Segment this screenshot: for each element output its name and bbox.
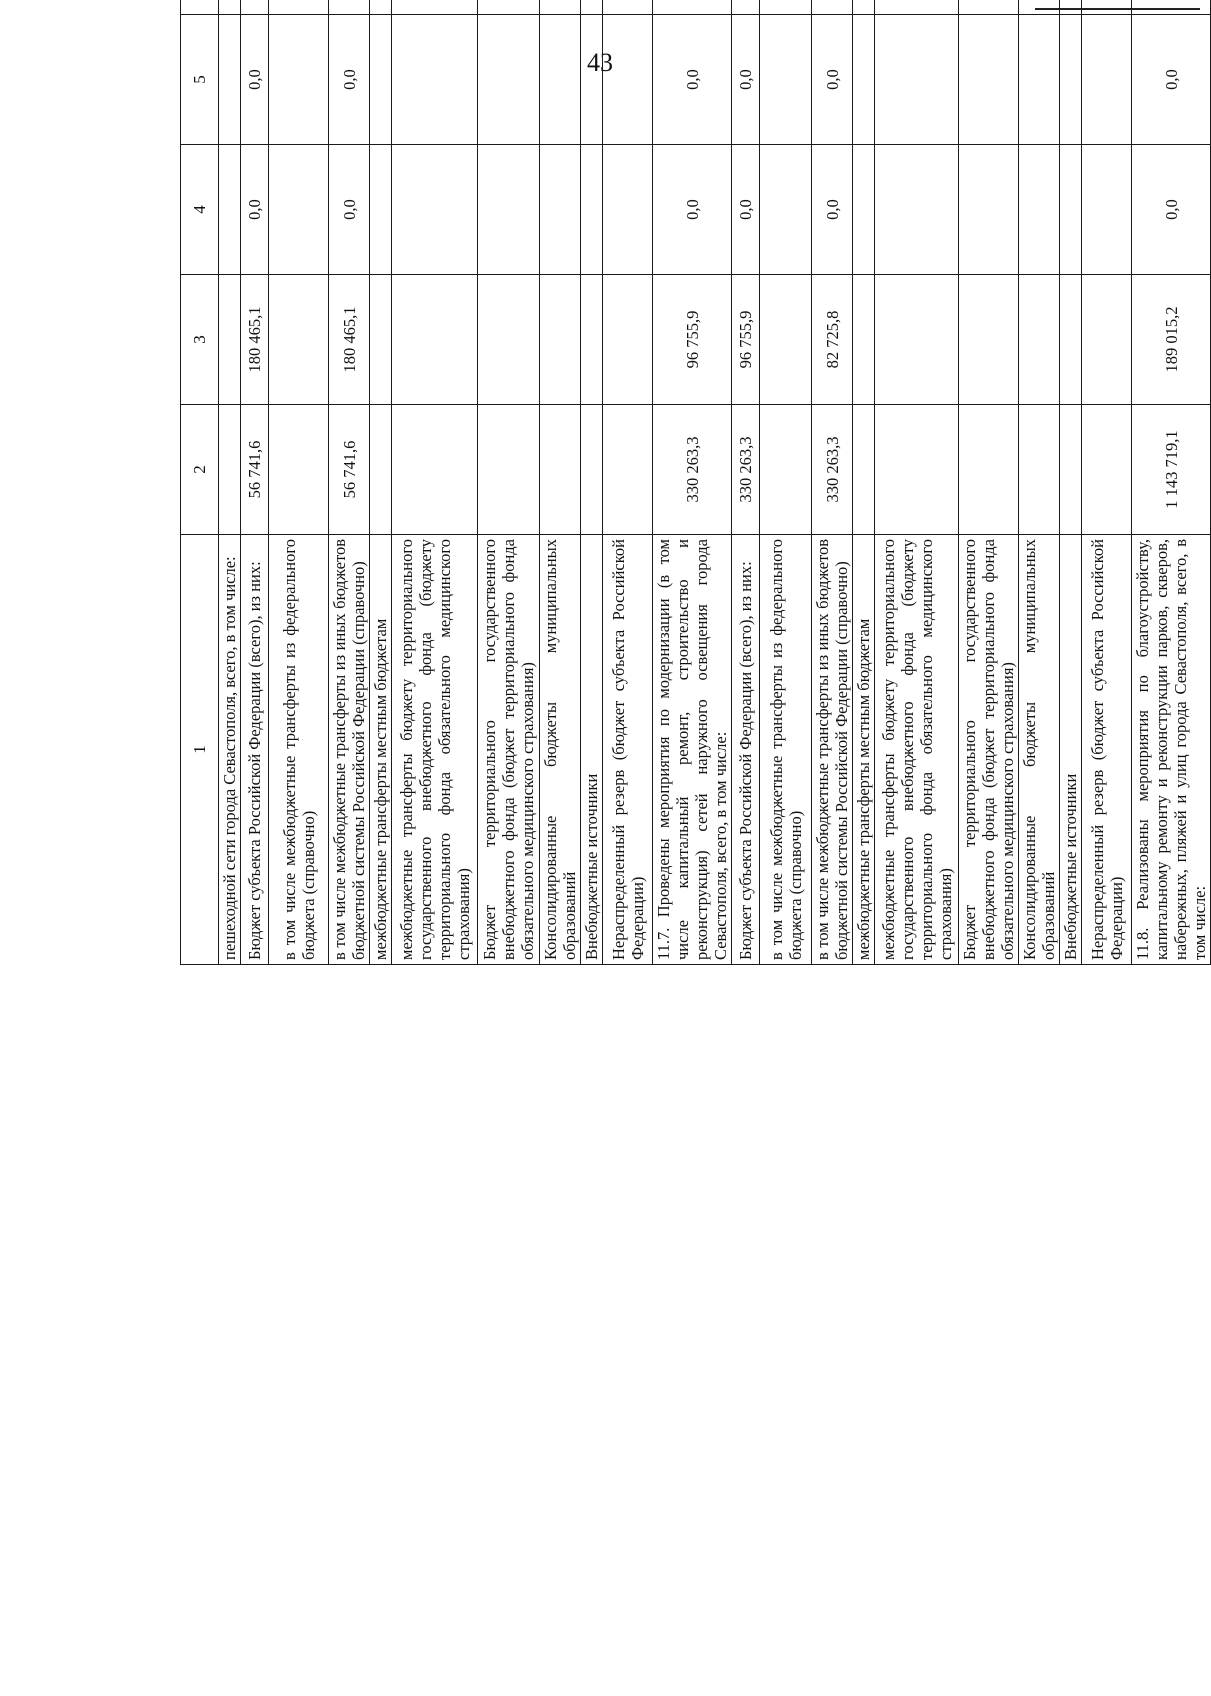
value-cell (1019, 275, 1060, 405)
value-cell (392, 15, 478, 145)
value-cell: 96 755,9 (653, 275, 732, 405)
value-cell: 82 725,8 (812, 275, 853, 405)
row-label: Бюджет территориального государственного внебюджетного фонда (бюджет территориального фонда обязательного медицинского страхования) (478, 535, 540, 965)
value-cell (760, 145, 812, 275)
table-frame (180, 69, 1209, 1650)
table-row (1060, 0, 1082, 965)
value-cell (1019, 145, 1060, 275)
value-cell (959, 145, 1019, 275)
value-cell: 0,0 (1132, 145, 1211, 275)
value-cell: 0,0 (812, 145, 853, 275)
table-row (603, 0, 653, 965)
row-label: Консолидированные бюджеты муниципальных образований (540, 535, 581, 965)
value-cell: 1 143 719,1 (1132, 405, 1211, 535)
value-cell: 330 263,3 (812, 405, 853, 535)
value-cell (875, 145, 959, 275)
row-label: 11.8. Реализованы мероприятия по благоустройству, капитальному ремонту и реконструкции парков, скверов, набережных, пляжей и улиц города Севастополя, всего, в том числе: (1132, 535, 1211, 965)
value-cell (370, 405, 392, 535)
value-cell: 0,0 (1132, 15, 1211, 145)
value-cell (581, 275, 603, 405)
value-cell (959, 0, 1019, 15)
column-header: 4 (181, 145, 219, 275)
value-cell (581, 15, 603, 145)
value-cell (219, 15, 241, 145)
value-cell (370, 275, 392, 405)
table-row (219, 0, 241, 965)
value-cell (581, 405, 603, 535)
value-cell (760, 0, 812, 15)
row-label: в том числе межбюджетные трансферты из федерального бюджета (справочно) (760, 535, 812, 965)
value-cell (760, 405, 812, 535)
row-label: межбюджетные трансферты бюджету территориального государственного внебюджетного фонда (бюджету территориального фонда обязательного медицинского страхования) (392, 535, 478, 965)
value-cell (1060, 145, 1082, 275)
value-cell (959, 15, 1019, 145)
value-cell (219, 145, 241, 275)
value-cell (540, 145, 581, 275)
value-cell (219, 275, 241, 405)
value-cell (603, 145, 653, 275)
value-cell: 56 741,6 (241, 405, 269, 535)
column-header: 3 (181, 275, 219, 405)
value-cell (853, 145, 875, 275)
value-cell (1082, 275, 1132, 405)
page-number: 43 (587, 48, 613, 77)
value-cell (370, 145, 392, 275)
value-cell (370, 0, 392, 15)
value-cell (581, 145, 603, 275)
table-row (370, 0, 392, 965)
value-cell (540, 15, 581, 145)
row-label: 11.7. Проведены мероприятия по модернизации (в том числе капитальный ремонт, строительство и реконструкция) сетей наружного освещения города Севастополя, всего, в том числе: (653, 535, 732, 965)
table-row (329, 0, 370, 965)
value-cell (760, 275, 812, 405)
value-cell (760, 15, 812, 145)
value-cell (219, 0, 241, 15)
value-cell (478, 275, 540, 405)
value-cell (603, 275, 653, 405)
value-cell (603, 405, 653, 535)
value-cell: 0,0 (732, 15, 760, 145)
value-cell (269, 15, 329, 145)
value-cell (540, 405, 581, 535)
value-cell (392, 0, 478, 15)
table-row (760, 0, 812, 965)
row-label: межбюджетные трансферты местным бюджетам (853, 535, 875, 965)
value-cell (1082, 0, 1132, 15)
value-cell (1019, 405, 1060, 535)
row-label: межбюджетные трансферты бюджету территориального государственного внебюджетного фонда (бюджету территориального фонда обязательного медицинского страхования) (875, 535, 959, 965)
value-cell (1019, 0, 1060, 15)
table-row (392, 0, 478, 965)
row-label: Внебюджетные источники (581, 535, 603, 965)
value-cell (653, 0, 732, 15)
value-cell (812, 0, 853, 15)
value-cell (875, 0, 959, 15)
value-cell (603, 0, 653, 15)
value-cell: 0,0 (732, 145, 760, 275)
value-cell: 180 465,1 (329, 275, 370, 405)
value-cell (732, 0, 760, 15)
table-row (1019, 0, 1060, 965)
value-cell: 0,0 (653, 145, 732, 275)
value-cell (1082, 145, 1132, 275)
value-cell: 330 263,3 (653, 405, 732, 535)
budget-table (180, 0, 1211, 965)
value-cell (875, 15, 959, 145)
value-cell (959, 275, 1019, 405)
value-cell (1082, 405, 1132, 535)
table-row (1132, 0, 1211, 965)
column-header: 5 (181, 15, 219, 145)
row-label: Нераспределенный резерв (бюджет субъекта Российской Федерации) (1082, 535, 1132, 965)
value-cell (269, 0, 329, 15)
value-cell (959, 405, 1019, 535)
value-cell (1132, 0, 1211, 15)
row-label: Бюджет субъекта Российской Федерации (всего), из них: (241, 535, 269, 965)
table-row (478, 0, 540, 965)
value-cell (478, 0, 540, 15)
value-cell: 0,0 (241, 15, 269, 145)
row-label: Нераспределенный резерв (бюджет субъекта Российской Федерации) (603, 535, 653, 965)
value-cell: 0,0 (653, 15, 732, 145)
value-cell (540, 275, 581, 405)
value-cell: 0,0 (812, 15, 853, 145)
table-row (732, 0, 760, 965)
value-cell (853, 15, 875, 145)
value-cell: 56 741,6 (329, 405, 370, 535)
value-cell (875, 405, 959, 535)
column-header: 2 (181, 405, 219, 535)
table-row (875, 0, 959, 965)
value-cell (581, 0, 603, 15)
value-cell (1060, 405, 1082, 535)
value-cell (478, 145, 540, 275)
table-row (959, 0, 1019, 965)
table-row (581, 0, 603, 965)
value-cell: 0,0 (329, 145, 370, 275)
row-label: в том числе межбюджетные трансферты из федерального бюджета (справочно) (269, 535, 329, 965)
value-cell (370, 15, 392, 145)
value-cell (853, 405, 875, 535)
value-cell (392, 405, 478, 535)
value-cell (1082, 15, 1132, 145)
value-cell (1060, 0, 1082, 15)
value-cell (540, 0, 581, 15)
row-label: в том числе межбюджетные трансферты из иных бюджетов бюджетной системы Российской Федерации (справочно) (329, 535, 370, 965)
value-cell (269, 145, 329, 275)
value-cell: 0,0 (241, 145, 269, 275)
value-cell (392, 275, 478, 405)
row-label: Бюджет субъекта Российской Федерации (всего), из них: (732, 535, 760, 965)
value-cell (853, 275, 875, 405)
row-label: межбюджетные трансферты местным бюджетам (370, 535, 392, 965)
value-cell (875, 275, 959, 405)
row-label: пешеходной сети города Севастополя, всего, в том числе: (219, 535, 241, 965)
table-row (269, 0, 329, 965)
value-cell: 96 755,9 (732, 275, 760, 405)
value-cell: 0,0 (329, 15, 370, 145)
value-cell (603, 15, 653, 145)
row-label: Консолидированные бюджеты муниципальных образований (1019, 535, 1060, 965)
value-cell (269, 405, 329, 535)
rotated-table-container (180, 0, 1209, 965)
row-label: Бюджет территориального государственного внебюджетного фонда (бюджет территориального фонда обязательного медицинского страхования) (959, 535, 1019, 965)
value-cell: 189 015,2 (1132, 275, 1211, 405)
value-cell (1060, 15, 1082, 145)
value-cell: 180 465,1 (241, 275, 269, 405)
value-cell (269, 275, 329, 405)
column-header (181, 0, 219, 15)
table-row (241, 0, 269, 965)
row-label: в том числе межбюджетные трансферты из иных бюджетов бюджетной системы Российской Федерации (справочно) (812, 535, 853, 965)
table-row (1082, 0, 1132, 965)
value-cell (853, 0, 875, 15)
value-cell (1060, 275, 1082, 405)
value-cell (1019, 15, 1060, 145)
value-cell: 330 263,3 (732, 405, 760, 535)
value-cell (219, 405, 241, 535)
value-cell (392, 145, 478, 275)
value-cell (478, 405, 540, 535)
value-cell (329, 0, 370, 15)
table-row (540, 0, 581, 965)
value-cell (241, 0, 269, 15)
value-cell (478, 15, 540, 145)
table-row (812, 0, 853, 965)
table-row (853, 0, 875, 965)
column-header: 1 (181, 535, 219, 965)
table-row (653, 0, 732, 965)
header-row (181, 0, 219, 965)
row-label: Внебюджетные источники (1060, 535, 1082, 965)
